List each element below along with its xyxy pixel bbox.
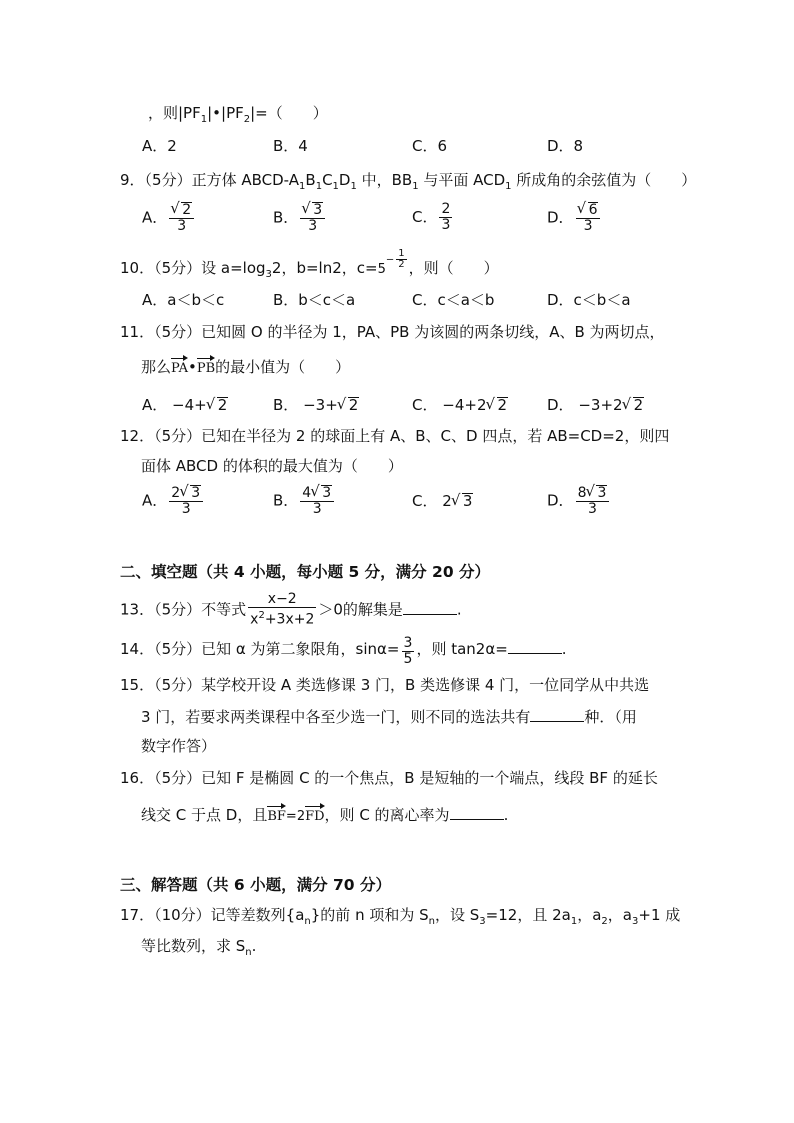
q11-stem-line2: 那么PA•PB的最小值为（ ） (141, 358, 351, 376)
q9-option-c: C． $\frac{2}{3}$ (412, 201, 451, 233)
q9-stem: 9．（5分）正方体 ABCD-$A_1B_1C_1D_1$ 中，$BB_1$ 与平面 $ACD_1$ 所成角的余弦值为（ ） (120, 171, 697, 192)
q15-answer-blank (530, 707, 584, 722)
q8-option-a: A．2 (142, 137, 177, 155)
q15-stem-line2: 3 门，若要求两类课程中各至少选一门，则不同的选法共有 种．（用 (141, 708, 637, 726)
q12-option-d: D． $\frac{8√ 3}{3}$ (547, 485, 611, 517)
q8-option-b: B．4 (273, 137, 308, 155)
q12-stem-line1: 12．（5分）已知在半径为 2 的球面上有 A、B、C、D 四点，若 AB=CD=2，则四 (120, 427, 670, 445)
q14-stem: 14．（5分）已知 α 为第二象限角，sinα= $\frac{3}{5}$ ，则 tan2α= . (120, 635, 567, 667)
q15-stem-line3: 数字作答） (141, 737, 217, 755)
q13-answer-blank (403, 600, 457, 615)
q11-option-d: D． −3+2√ 2 (547, 396, 644, 414)
section-heading-fill-in: 二、填空题（共 4 小题，每小题 5 分，满分 20 分） (120, 563, 491, 581)
q13-stem: 13．（5分）不等式 $\frac{x-2}{x^2+3x+2}$ ＞0的解集是 . (120, 591, 462, 628)
q10-stem: 10．（5分）设 $a=\log_32$，b=ln2，c=5− $\frac{1}{2}$ ，则（ ） (120, 247, 499, 280)
q11-stem-line1: 11．（5分）已知圆 O 的半径为 1，PA、PB 为该圆的两条切线，A、B 为两切点， (120, 323, 665, 341)
section-heading-answers: 三、解答题（共 6 小题，满分 70 分） (120, 876, 391, 894)
q17-stem-line2: 等比数列，求 $S_n$. (141, 937, 257, 958)
q16-stem-line2: 线交 C 于点 D，且BF=2FD，则 C 的离心率为 . (141, 806, 509, 824)
q17-stem-line1: 17．（10分）记等差数列$\{a_n\}$的前 n 项和为 $S_n$，设 $S_3=12$，且 $2a_1$，$a_2$，$a_3+1$ 成 (120, 906, 681, 927)
q8-option-d: D．8 (547, 137, 584, 155)
q12-option-b: B． $\frac{4√ 3}{3}$ (273, 485, 336, 517)
q16-answer-blank (450, 805, 504, 820)
q10-option-c: C．c＜a＜b (412, 291, 495, 309)
q15-stem-line1: 15．（5分）某学校开设 A 类选修课 3 门，B 类选修课 4 门，一位同学从中共选 (120, 676, 650, 694)
q11-option-c: C． −4+2√ 2 (412, 396, 508, 414)
q11-option-a: A． −4+√ 2 (142, 396, 228, 414)
q12-option-a: A． $\frac{2√ 3}{3}$ (142, 485, 205, 517)
q10-option-a: A．a＜b＜c (142, 291, 225, 309)
q11-option-b: B． −3+√ 2 (273, 396, 359, 414)
q9-option-a: A． √ $\frac{2}{3}$ (142, 202, 196, 234)
q16-stem-line1: 16．（5分）已知 F 是椭圆 C 的一个焦点，B 是短轴的一个端点，线段 BF 的延长 (120, 769, 658, 787)
q8-option-c: C．6 (412, 137, 448, 155)
q9-option-d: D． √ $\frac{6}{3}$ (547, 202, 602, 234)
q10-option-b: B．b＜c＜a (273, 291, 356, 309)
q8-stem: ，则$|PF_1|•|PF_2|=$（ ） (148, 104, 328, 125)
q10-option-d: D．c＜b＜a (547, 291, 631, 309)
q12-option-c: C． 2√ 3 (412, 492, 473, 510)
q14-answer-blank (508, 639, 562, 654)
q12-stem-line2: 面体 ABCD 的体积的最大值为（ ） (141, 457, 403, 475)
q9-option-b: B． √ $\frac{3}{3}$ (273, 202, 327, 234)
